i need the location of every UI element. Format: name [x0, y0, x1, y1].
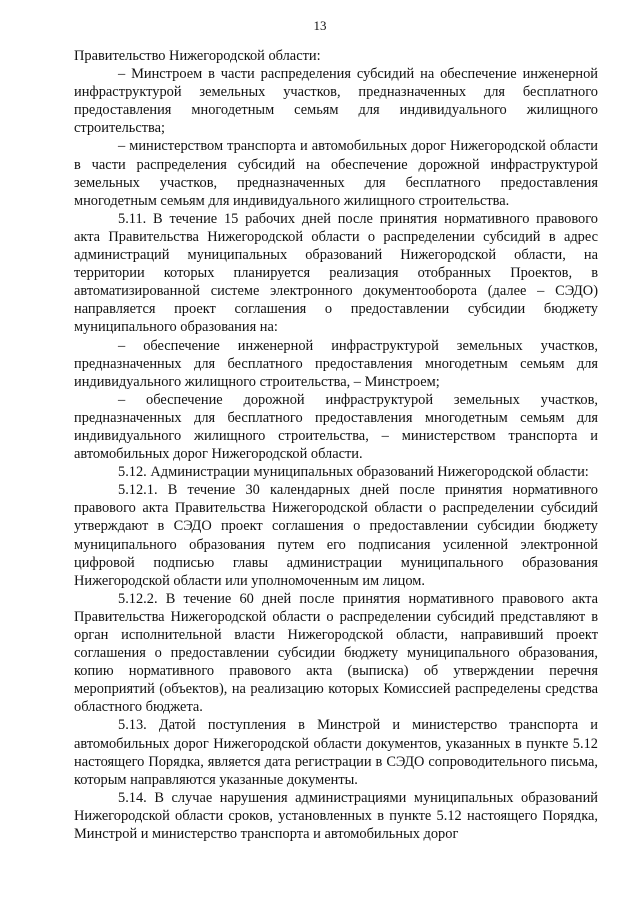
paragraph: – Минстроем в части распределения субсидий на обеспечение инженерной инфраструктурой земельных участков, предназначенных для бесплатного предоставления многодетным семьям для индивидуального жилищного строительства;	[74, 66, 598, 137]
paragraph: – министерством транспорта и автомобильных дорог Нижегородской области в части распределения субсидий на обеспечение дорожной инфраструктурой земельных участков, предназначенных для бесплатного предоставления многодетным семьям для индивидуального жилищного строительства.	[74, 138, 598, 209]
paragraph: 5.11. В течение 15 рабочих дней после принятия нормативного правового акта Правительства Нижегородской области о распределении субсидий в адрес администраций муниципальных образований Нижегородской области, на территории которых планируется реализация отобранных Проектов, в автоматизированной системе электронного документооборота (далее – СЭДО) направляется проект соглашения о предоставлении субсидии бюджету муниципального образования на:	[74, 210, 598, 336]
paragraph: – обеспечение дорожной инфраструктурой земельных участков, предназначенных для бесплатного предоставления многодетным семьям для индивидуального жилищного строительства, – министерством транспорта и автомобильных дорог Нижегородской области.	[74, 391, 598, 463]
paragraph: Правительство Нижегородской области:	[74, 48, 321, 64]
paragraph: 5.13. Датой поступления в Минстрой и министерство транспорта и автомобильных дорог Нижегородской области документов, указанных в пункте 5.12 настоящего Порядка, является дата регистрации в СЭДО сопроводительного письма, которым направляются указанные документы.	[74, 717, 598, 788]
paragraph: – обеспечение инженерной инфраструктурой земельных участков, предназначенных для бесплатного предоставления многодетным семьям для индивидуального жилищного строительства, – Минстроем;	[74, 337, 598, 390]
paragraph: 5.12.2. В течение 60 дней после принятия нормативного правового акта Правительства Нижегородской области о распределении субсидий представляют в орган исполнительной власти Нижегородской области, направивший проект соглашения о предоставлении субсидии бюджету муниципального образования, копию нормативного правового акта (выписка) об утверждении перечня мероприятий (объектов), на реализацию которых Комиссией распределены средства областного бюджета.	[74, 590, 598, 716]
paragraph: 5.14. В случае нарушения администрациями муниципальных образований Нижегородской области сроков, установленных в пункте 5.12 настоящего Порядка, Минстрой и министерство транспорта и автомобильных дорог	[74, 789, 598, 843]
paragraph: 5.12. Администрации муниципальных образований Нижегородской области:	[118, 464, 589, 481]
paragraph: 5.12.1. В течение 30 календарных дней после принятия нормативного правового акта Правительства Нижегородской области о распределении субсидий утверждают в СЭДО проект соглашения о предоставлении субсидии бюджету муниципального образования путем его подписания усиленной электронной цифровой подписью главы администрации муниципального образования Нижегородской области или уполномоченным им лицом.	[74, 482, 598, 589]
page-number: 13	[313, 18, 327, 33]
document-body	[74, 47, 598, 843]
